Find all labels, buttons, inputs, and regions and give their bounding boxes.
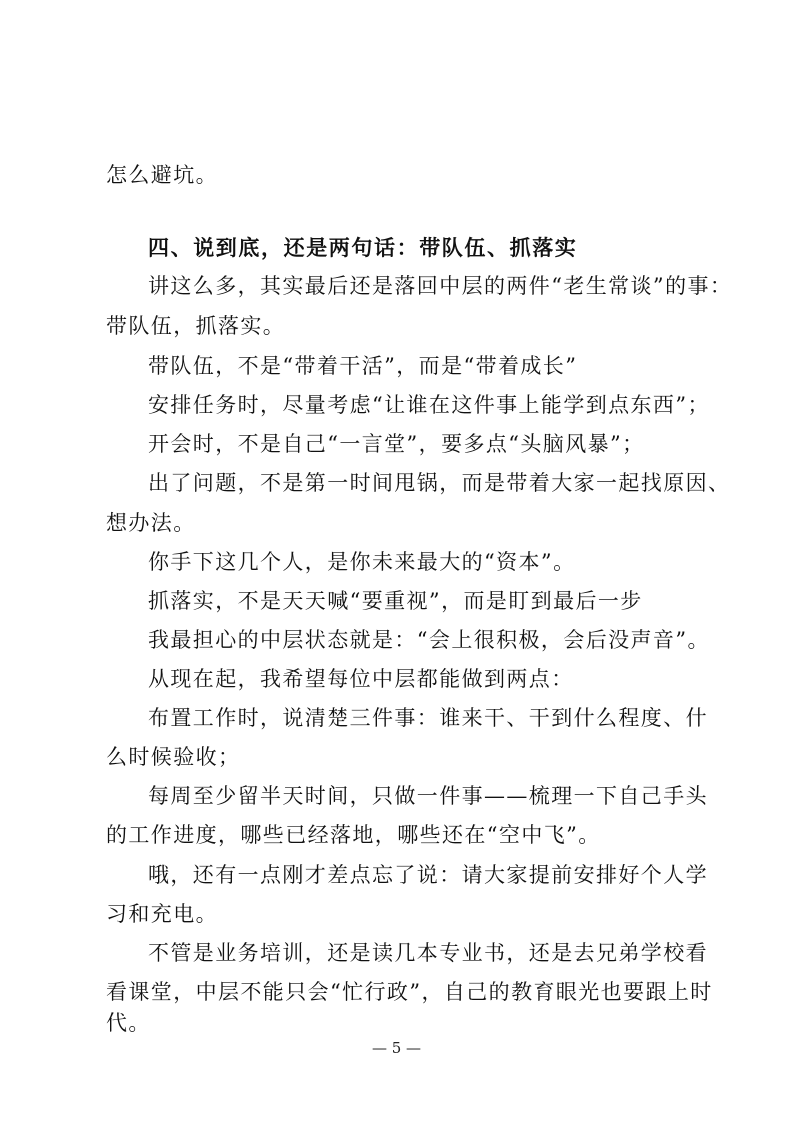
paragraph-line: 的工作进度，哪些已经落地，哪些还在“空中飞”。 (106, 823, 601, 847)
paragraph-line: 不管是业务培训，还是读几本专业书，还是去兄弟学校看 (148, 941, 708, 965)
paragraph-line: 出了问题，不是第一时间甩锅，而是带着大家一起找原因、 (148, 471, 731, 495)
paragraph-line: 每周至少留半天时间，只做一件事——梳理一下自己手头 (148, 784, 708, 808)
subheading-line: 带队伍，不是“带着干活”，而是“带着成长” (148, 354, 578, 378)
paragraph-line: 开会时，不是自己“一言堂”，要多点“头脑风暴”； (148, 432, 645, 456)
paragraph-line: 安排任务时，尽量考虑“让谁在这件事上能学到点东西”； (148, 393, 710, 417)
paragraph-line: 习和充电。 (106, 902, 218, 926)
paragraph-line: 想办法。 (106, 511, 196, 535)
paragraph-line: 从现在起，我希望每位中层都能做到两点： (148, 667, 574, 691)
paragraph-line: 怎么避坑。 (106, 163, 218, 187)
paragraph-line: 讲这么多，其实最后还是落回中层的两件“老生常谈”的事： (148, 274, 733, 298)
paragraph-line: 代。 (106, 1011, 151, 1035)
paragraph-line: 哦，还有一点刚才差点忘了说：请大家提前安排好个人学 (148, 863, 708, 887)
paragraph-line: 布置工作时，说清楚三件事：谁来干、干到什么程度、什 (148, 706, 708, 730)
section-heading: 四、说到底，还是两句话：带队伍、抓落实 (148, 235, 578, 260)
paragraph-line: 我最担心的中层状态就是：“会上很积极，会后没声音”。 (148, 628, 710, 652)
paragraph-line: 带队伍，抓落实。 (106, 314, 286, 338)
page-number: — 5 — (371, 1039, 422, 1057)
paragraph-line: 么时候验收； (106, 745, 241, 769)
paragraph-line: 你手下这几个人，是你未来最大的“资本”。 (148, 550, 576, 574)
paragraph-line: 看课堂，中层不能只会“忙行政”，自己的教育眼光也要跟上时 (106, 980, 713, 1004)
subheading-line: 抓落实，不是天天喊“要重视”，而是盯到最后一步 (148, 589, 643, 613)
